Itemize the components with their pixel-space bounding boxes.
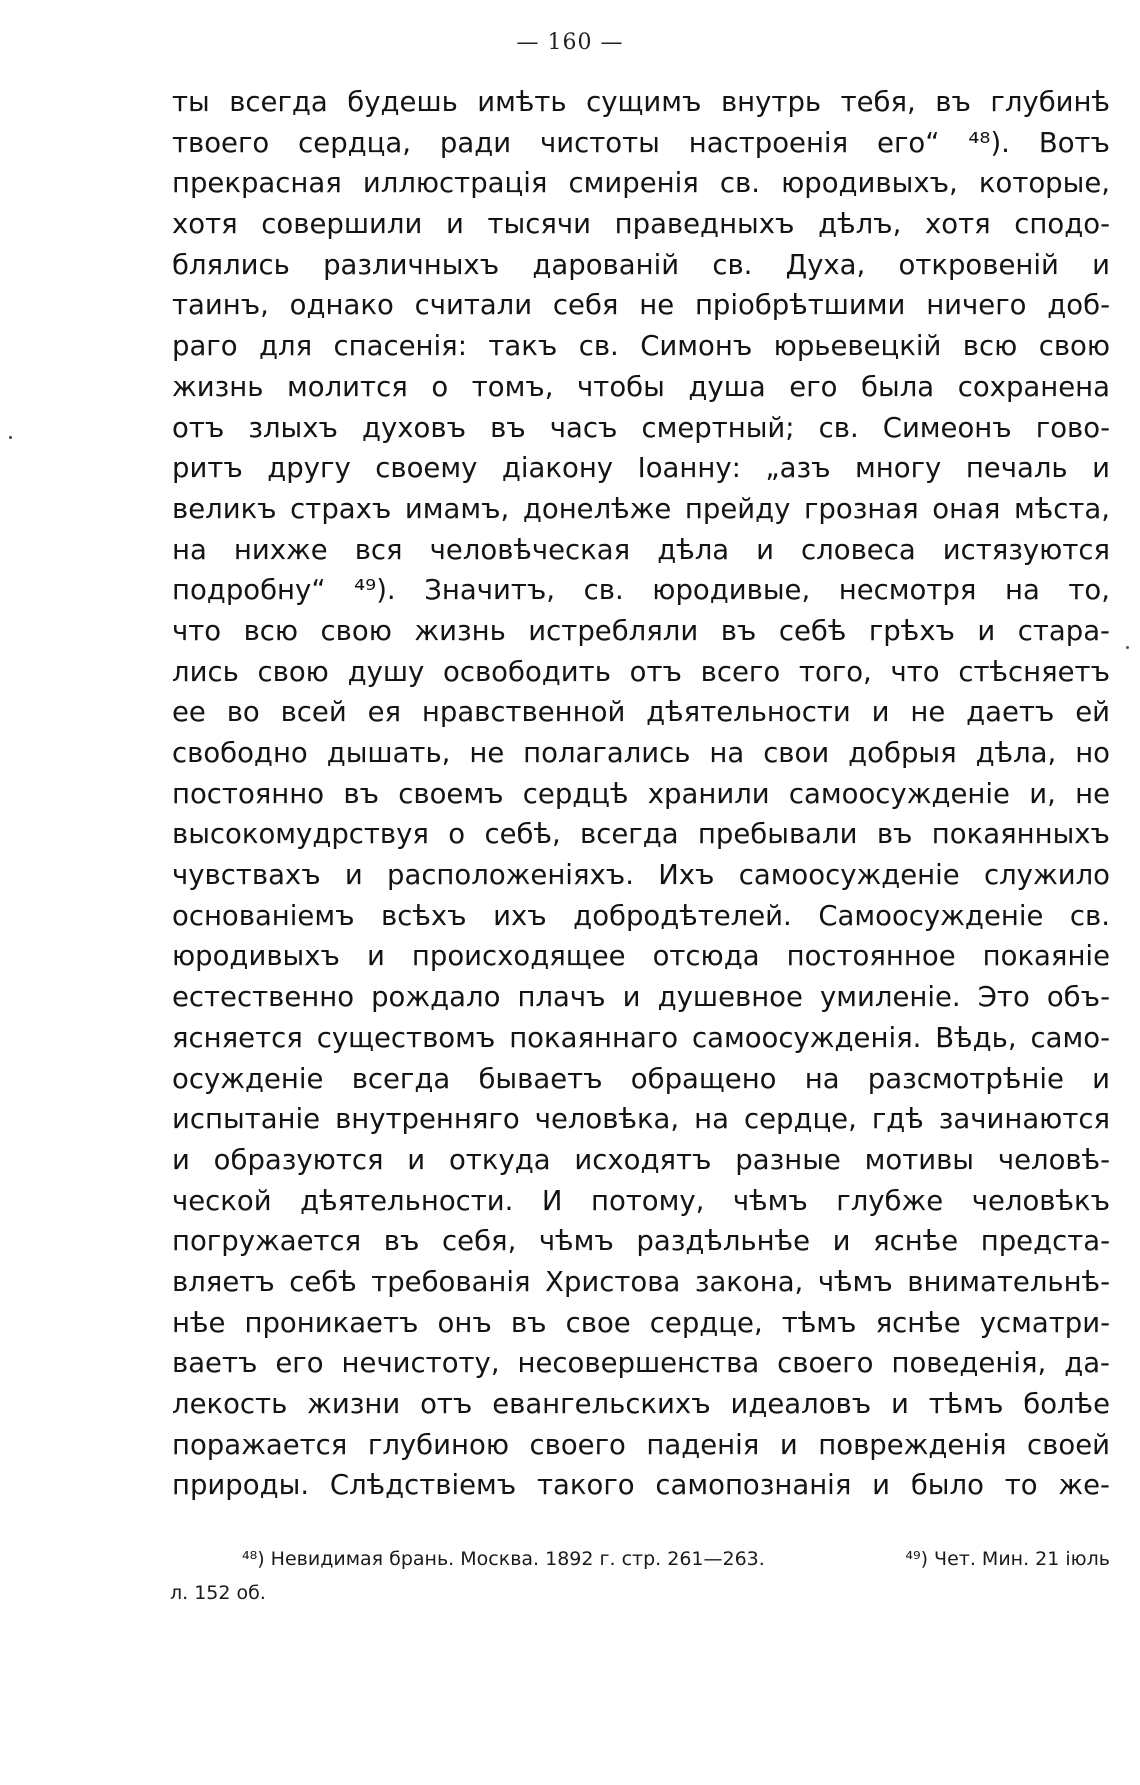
text-line: основаніемъ всѣхъ ихъ добродѣтелей. Самоосужденіе св. <box>172 899 1110 932</box>
text-line: ритъ другу своему діакону Іоанну: „азъ многу печаль и <box>172 452 1110 485</box>
text-line: жизнь молится о томъ, чтобы душа его была сохранена <box>172 370 1110 403</box>
text-line: блялись различныхъ дарованій св. Духа, откровеній и <box>172 248 1110 281</box>
text-line: вляетъ себѣ требованія Христова закона, чѣмъ внимательнѣ- <box>172 1265 1110 1298</box>
text-line: лекость жизни отъ евангельскихъ идеаловъ и тѣмъ болѣе <box>172 1388 1110 1420</box>
footnote-48: ⁴⁸) Невидимая брань. Москва. 1892 г. стр. 261—263. <box>242 1548 765 1570</box>
text-line: и образуются и откуда исходятъ разные мотивы человѣ- <box>172 1143 1110 1176</box>
text-line: на нихже вся человѣческая дѣла и словеса истязуются <box>172 533 1110 566</box>
text-line: ваетъ его нечистоту, несовершенства своего поведенія, да- <box>172 1347 1110 1380</box>
text-line: высокомудрствуя о себѣ, всегда пребывали въ покаянныхъ <box>172 818 1110 851</box>
text-line: испытаніе внутренняго человѣка, на сердце, гдѣ зачинаются <box>172 1103 1110 1136</box>
text-line: ческой дѣятельности. И потому, чѣмъ глубже человѣкъ <box>172 1184 1110 1217</box>
text-line: великъ страхъ имамъ, донелѣже прейду грозная оная мѣста, <box>172 492 1110 525</box>
text-line: юродивыхъ и происходящее отсюда постоянное покаяніе <box>172 940 1110 973</box>
text-line: ты всегда будешь имѣть сущимъ внутрь тебя, въ глубинѣ <box>172 86 1110 118</box>
footnote-line <box>170 1542 1110 1576</box>
text-line: свободно дышать, не полагались на свои добрыя дѣла, но <box>172 737 1110 769</box>
text-line: естественно рождало плачъ и душевное умиленіе. Это объ- <box>172 981 1110 1014</box>
text-line: нѣе проникаетъ онъ въ свое сердце, тѣмъ яснѣе усматри- <box>172 1306 1110 1339</box>
text-line: постоянно въ своемъ сердцѣ хранили самоосужденіе и, не <box>172 777 1110 810</box>
text-line: подробну“ ⁴⁹). Значитъ, св. юродивые, несмотря на то, <box>172 574 1110 607</box>
body-text <box>172 82 1110 1506</box>
text-line: чувствахъ и расположеніяхъ. Ихъ самоосужденіе служило <box>172 859 1110 892</box>
text-line: прекрасная иллюстрація смиренія св. юродивыхъ, которые, <box>172 167 1110 200</box>
text-line: лись свою душу освободить отъ всего того, что стѣсняетъ <box>172 655 1110 688</box>
text-line: раго для спасенія: такъ св. Симонъ юрьевецкій всю свою <box>172 330 1110 363</box>
text-line: ее во всей ея нравственной дѣятельности и не даетъ ей <box>172 696 1110 729</box>
footnote-49: ⁴⁹) Чет. Мин. 21 іюль <box>905 1548 1110 1570</box>
text-line: таинъ, однако считали себя не пріобрѣтшими ничего доб- <box>172 289 1110 322</box>
text-line: ясняется существомъ покаяннаго самоосужденія. Вѣдь, само- <box>172 1021 1110 1054</box>
footnote-49-continuation: л. 152 об. <box>170 1582 266 1604</box>
text-line: природы. Слѣдствіемъ такого самопознанія и было то же- <box>172 1469 1110 1502</box>
text-line: что всю свою жизнь истребляли въ себѣ грѣхъ и стара- <box>172 614 1110 647</box>
text-line: твоего сердца, ради чистоты настроенія его“ ⁴⁸). Вотъ <box>172 126 1110 159</box>
footnotes <box>170 1542 1110 1610</box>
text-line: поражается глубиною своего паденія и поврежденія своей <box>172 1428 1110 1461</box>
margin-dot <box>1126 646 1129 649</box>
text-line: погружается въ себя, чѣмъ раздѣльнѣе и яснѣе предста- <box>172 1225 1110 1258</box>
text-line: отъ злыхъ духовъ въ часъ смертный; св. Симеонъ гово- <box>172 411 1110 444</box>
margin-dot <box>9 436 12 439</box>
page-number: — 160 — <box>516 30 624 55</box>
text-line: хотя совершили и тысячи праведныхъ дѣлъ, хотя сподо- <box>172 208 1110 241</box>
text-line: осужденіе всегда бываетъ обращено на разсмотрѣніе и <box>172 1062 1110 1095</box>
